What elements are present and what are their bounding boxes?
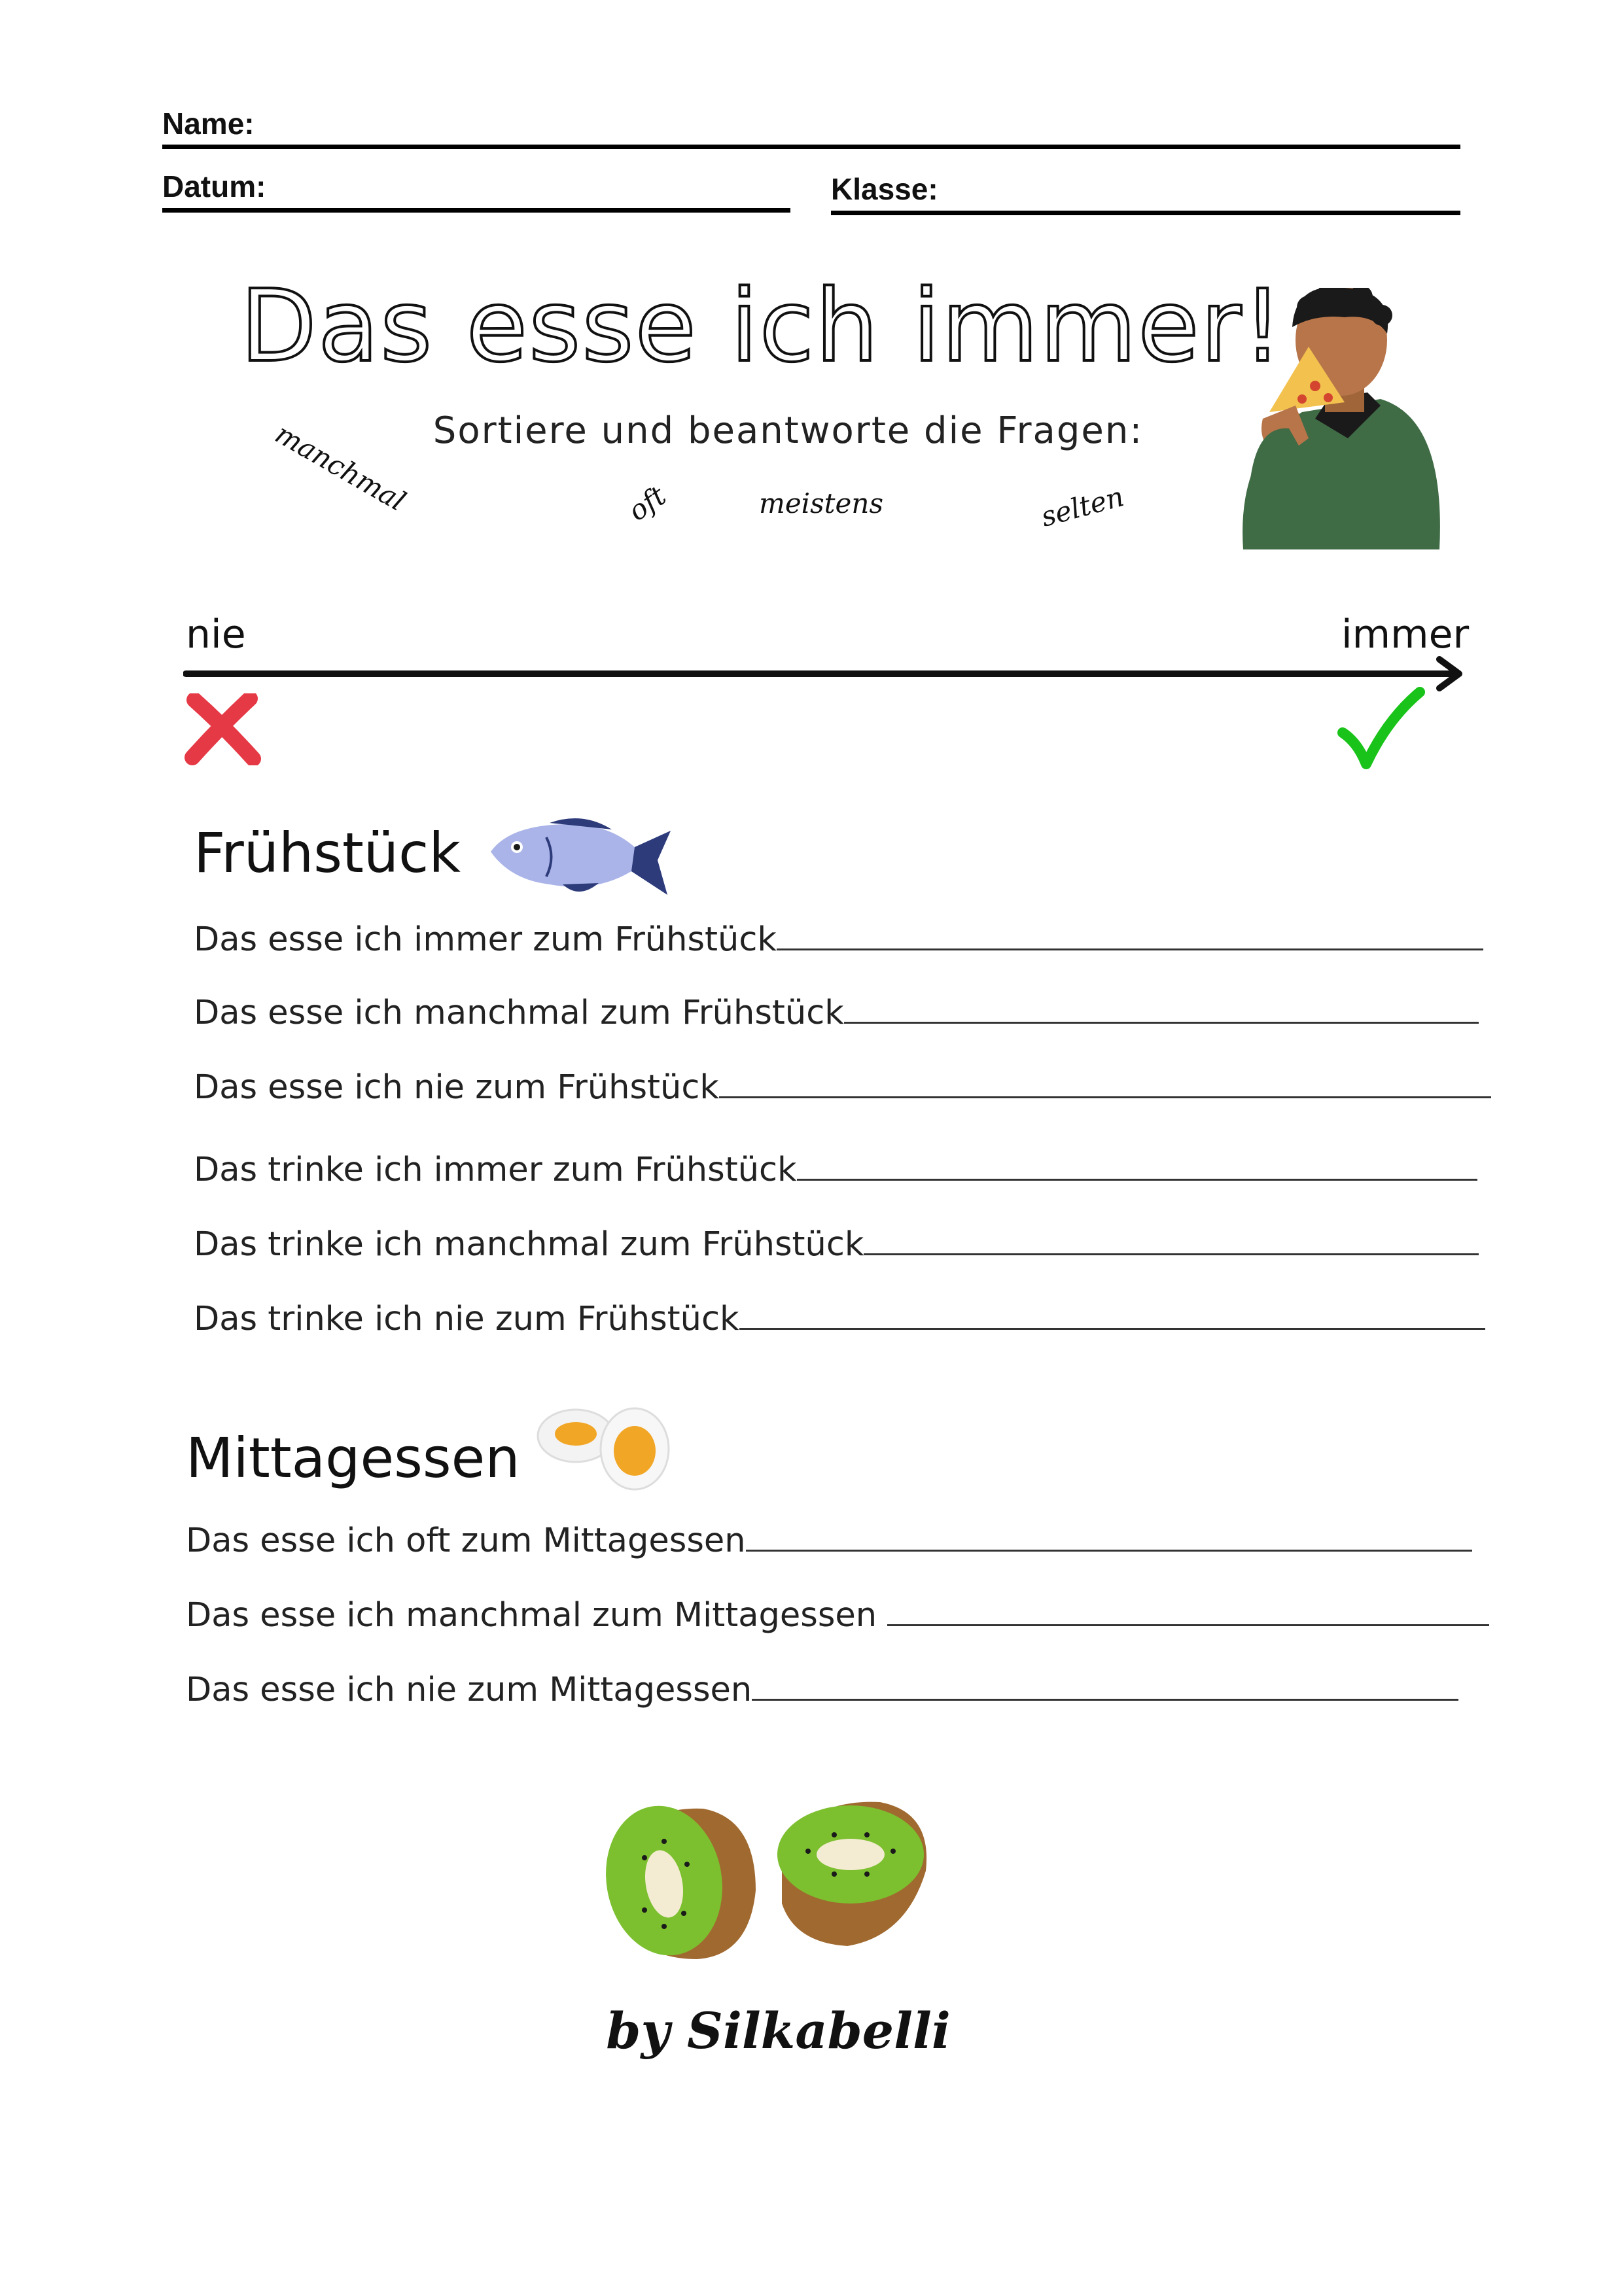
answer-blank[interactable] (739, 1299, 1485, 1330)
breakfast-sentence-1: Das esse ich immer zum Frühstück (194, 920, 1483, 959)
fish-icon (484, 811, 674, 903)
date-line[interactable] (162, 208, 790, 213)
date-label: Datum: (162, 169, 266, 203)
scale-label-immer: immer (1341, 612, 1470, 657)
instructions: Sortiere und beantworte die Fragen: (432, 409, 1144, 452)
egg-icon (537, 1400, 674, 1491)
answer-blank[interactable] (864, 1225, 1479, 1255)
breakfast-sentence-3: Das esse ich nie zum Frühstück (194, 1068, 1491, 1107)
lunch-sentence-3: Das esse ich nie zum Mittagessen (186, 1670, 1458, 1709)
kiwi-icon (599, 1792, 932, 1969)
sort-word-manchmal[interactable]: manchmal (270, 417, 412, 517)
scale-label-nie: nie (186, 612, 246, 657)
breakfast-sentence-5: Das trinke ich manchmal zum Frühstück (194, 1225, 1479, 1264)
breakfast-sentence-2: Das esse ich manchmal zum Frühstück (194, 993, 1479, 1032)
answer-blank[interactable] (887, 1595, 1489, 1626)
answer-blank[interactable] (752, 1670, 1458, 1701)
lunch-sentence-1: Das esse ich oft zum Mittagessen (186, 1521, 1472, 1560)
class-label: Klasse: (831, 172, 938, 206)
sort-word-meistens[interactable]: meistens (759, 487, 884, 519)
check-icon (1335, 687, 1426, 772)
person-eating-pizza-illustration (1230, 288, 1453, 563)
signature: by Silkabelli (606, 2002, 951, 2060)
answer-blank[interactable] (719, 1068, 1491, 1098)
answer-blank[interactable] (777, 920, 1483, 950)
cross-icon (185, 693, 263, 765)
lunch-sentence-2: Das esse ich manchmal zum Mittagessen (186, 1595, 1489, 1635)
class-line[interactable] (831, 211, 1460, 215)
answer-blank[interactable] (797, 1150, 1477, 1181)
section-heading-breakfast: Frühstück (194, 821, 461, 885)
page-title: Das esse ich immer! (239, 268, 1284, 384)
breakfast-sentence-6: Das trinke ich nie zum Frühstück (194, 1299, 1485, 1338)
answer-blank[interactable] (844, 993, 1479, 1024)
sort-word-selten[interactable]: selten (1037, 480, 1127, 533)
sort-word-oft[interactable]: oft (622, 479, 672, 528)
answer-blank[interactable] (746, 1521, 1472, 1552)
breakfast-sentence-4: Das trinke ich immer zum Frühstück (194, 1150, 1477, 1189)
section-heading-lunch: Mittagessen (186, 1426, 520, 1490)
frequency-arrow (183, 654, 1466, 693)
name-line[interactable] (162, 145, 1460, 149)
name-label: Name: (162, 107, 255, 141)
